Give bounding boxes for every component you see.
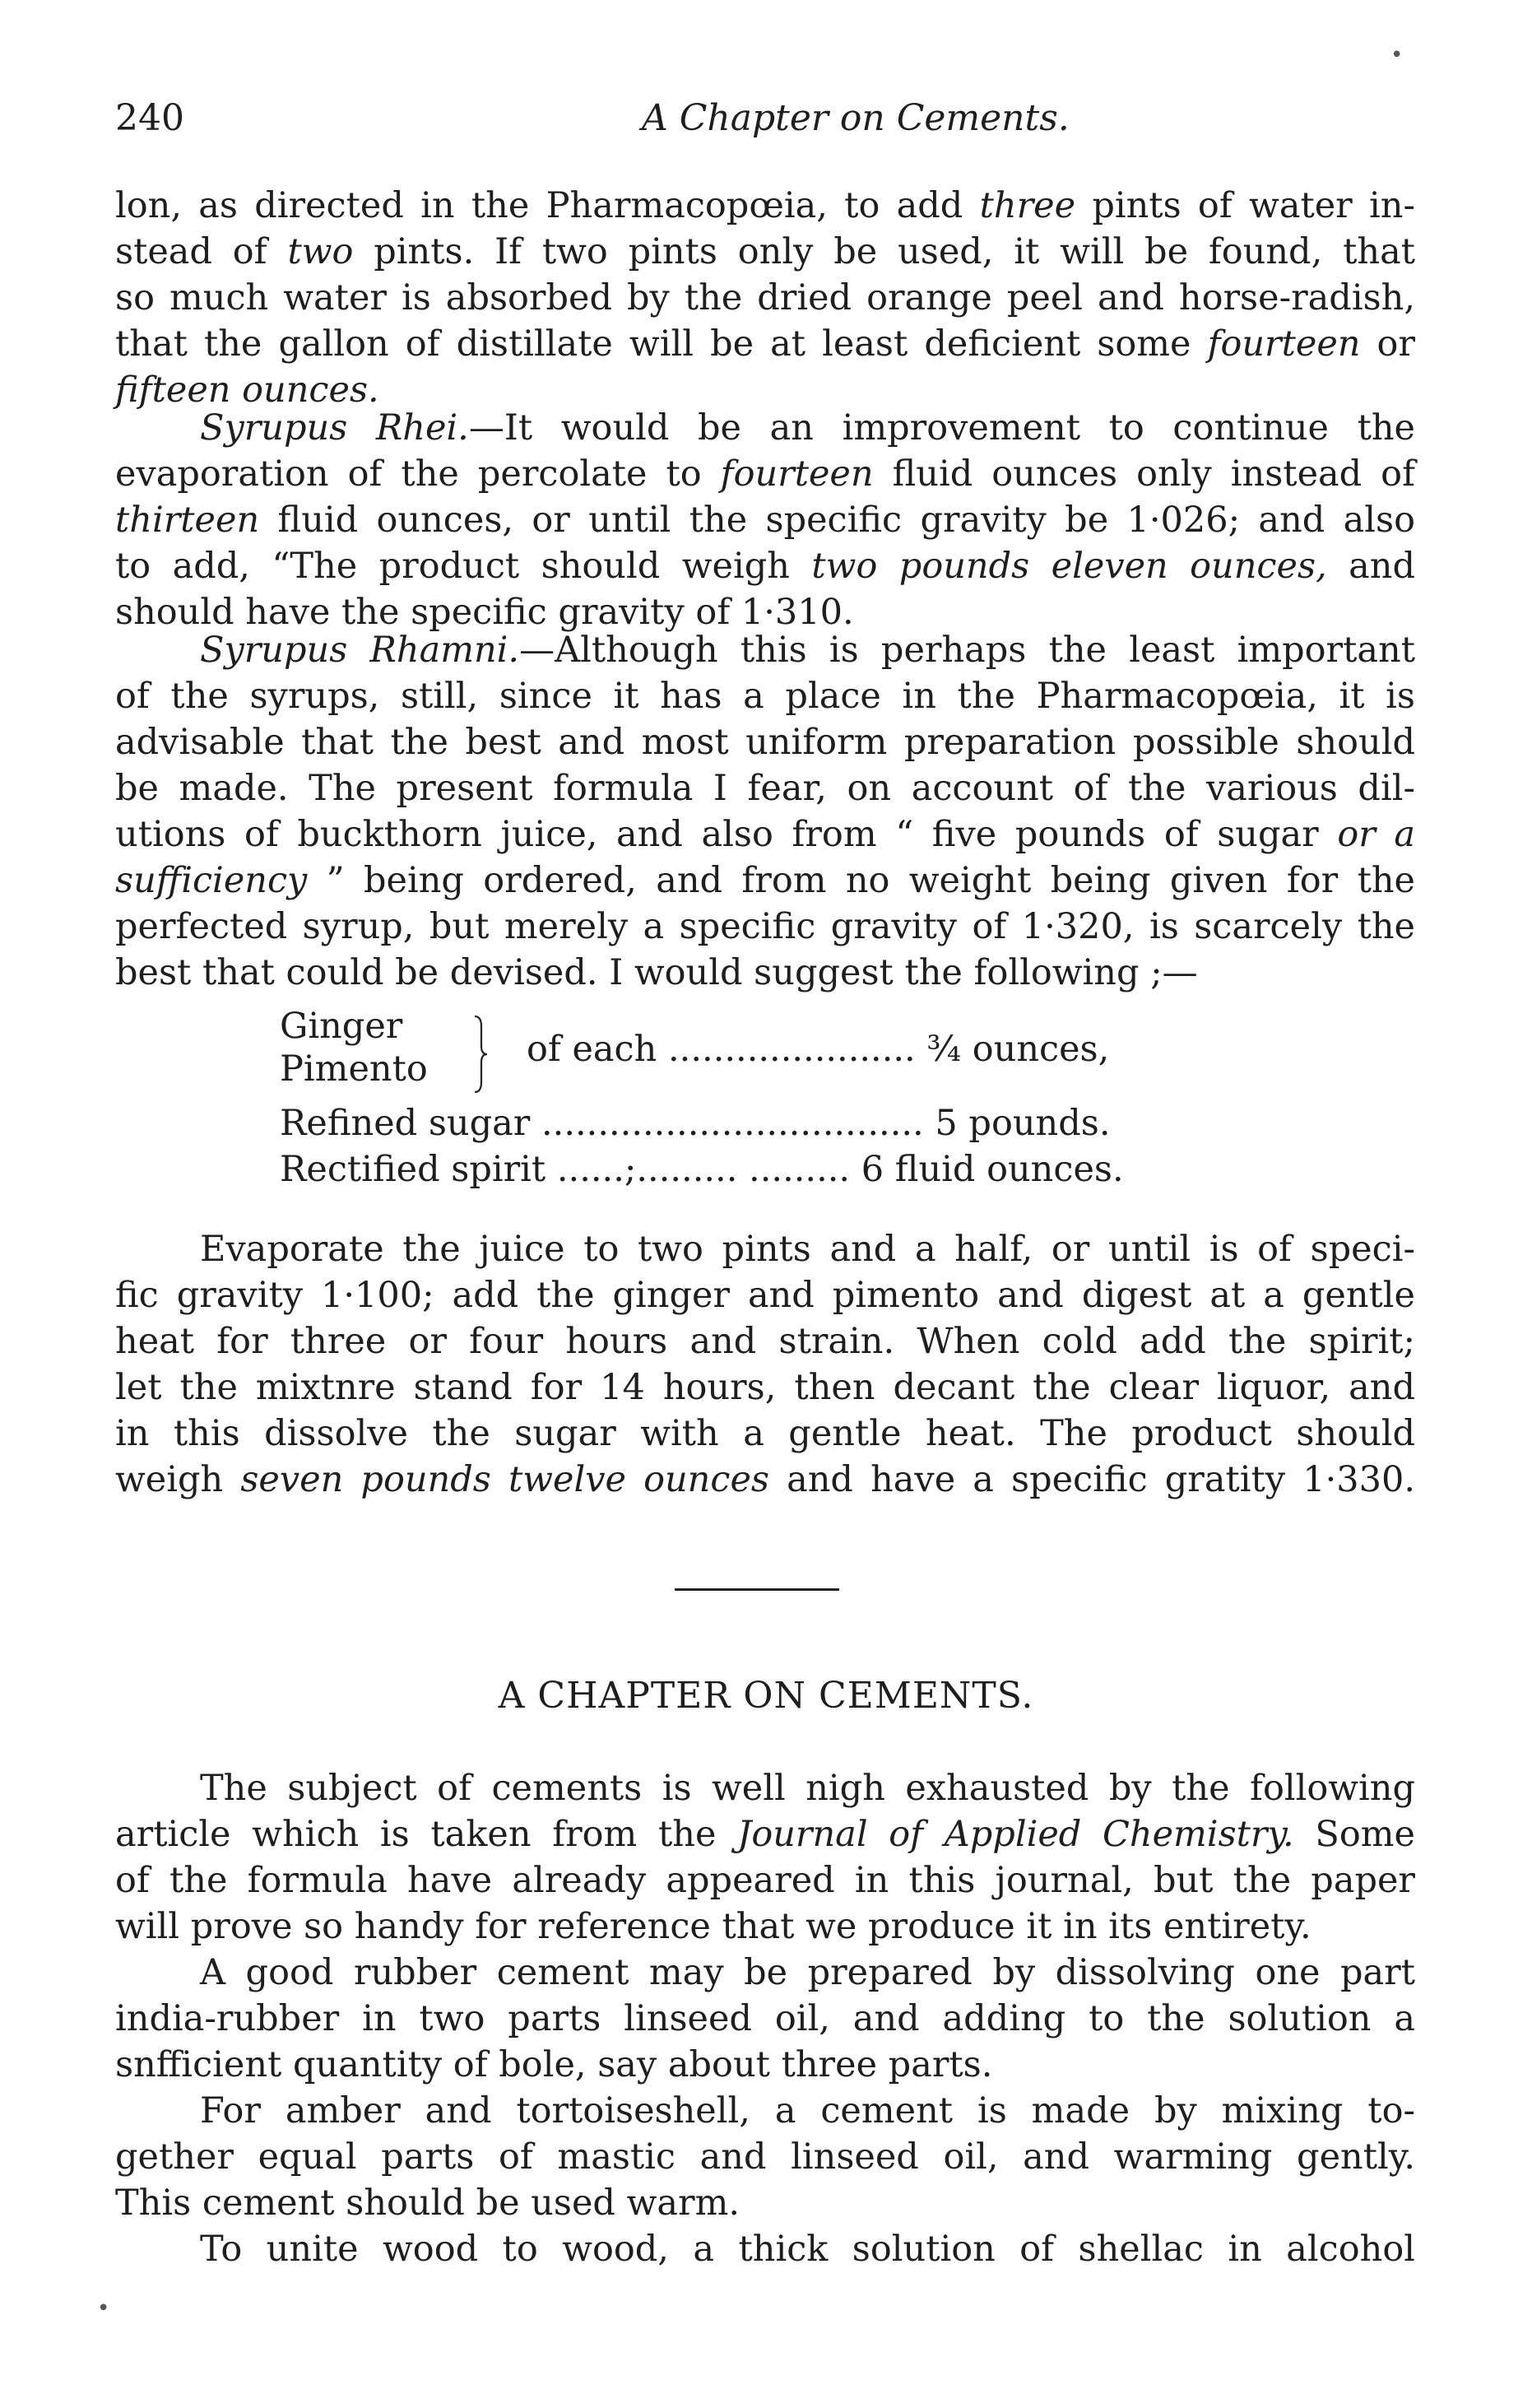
paragraph-syrupus-rhei: Syrupus Rhei.—It would be an improvement to continue the evaporation of the percolate to fourteen fluid ounces only instead of thirteen fluid ounces, or until the specific gravity be 1·026; and also to add, “The product should weigh two pounds eleven ounces, and should have the specific gravity of 1·310.: [115, 407, 1415, 633]
paragraph-orange-peel: lon, as directed in the Pharmacopœia, to add three pints of water in- stead of two pints. If two pints only be used, it will be found, that so much water is absorbed by the dried orange peel and horse-radish, that the gallon of distillate will be at least deficient some fourteen or fifteen ounces.: [115, 185, 1415, 411]
ingredient-spirit: Rectified spirit: [280, 1149, 546, 1190]
recipe-row-spices: [280, 1008, 1325, 1100]
paragraph-cements-intro: The subject of cements is well nigh exhausted by the following article which is taken from the Journal of Applied Chemistry. Some of the formula have already appeared in this journal, but the paper will prove so handy for reference that we produce it in its entirety.: [115, 1768, 1415, 1947]
recipe-each: of each ...................... ¾ ounces,: [527, 1029, 1110, 1070]
running-header: [115, 97, 1415, 155]
paragraph-amber-cement: For amber and tortoiseshell, a cement is made by mixing to- gether equal parts of mastic and linseed oil, and warming gently. This cement should be used warm.: [115, 2090, 1415, 2224]
running-title: A Chapter on Cements.: [642, 97, 1070, 139]
ingredient-pimento: Pimento: [280, 1048, 428, 1090]
page-number: 240: [115, 97, 184, 139]
brace-icon: [473, 1015, 488, 1094]
paragraph-rubber-cement: A good rubber cement may be prepared by dissolving one part india-rubber in two parts linseed oil, and adding to the solution a snfficient quantity of bole, say about three parts.: [115, 1952, 1415, 2085]
section-divider: [675, 1588, 839, 1591]
section-heading: A CHAPTER ON CEMENTS.: [498, 1675, 1034, 1717]
scan-speck: •: [1390, 43, 1404, 67]
ingredient-sugar: Refined sugar: [280, 1103, 531, 1144]
scan-speck: •: [97, 2296, 110, 2321]
recipe-row-sugar: Refined sugar .................................. 5 pounds.: [280, 1103, 1111, 1144]
ingredient-ginger: Ginger: [280, 1006, 403, 1047]
recipe-table: [280, 1008, 1325, 1239]
paragraph-syrupus-rhamni: Syrupus Rhamni.—Although this is perhaps the least important of the syrups, still, since it has a place in the Pharmacopœia, it is advisable that the best and most uniform preparation possible should be made. The present formula I fear, on account of the various dil- utions of buckthorn juice, and also from “ five pounds of sugar or a sufficiency ” being ordered, and from no weight being given for the perfected syrup, but merely a specific gravity of 1·320, is scarcely the best that could be devised. I would suggest the following ;—: [115, 630, 1415, 993]
recipe-row-spirit: Rectified spirit ......;......... ......... 6 fluid ounces.: [280, 1149, 1124, 1190]
paragraph-wood-cement: To unite wood to wood, a thick solution of shellac in alcohol: [200, 2229, 1415, 2270]
paragraph-evaporate: Evaporate the juice to two pints and a half, or until is of speci- fic gravity 1·100; add the ginger and pimento and digest at a gentle heat for three or four hours and strain. When cold add the spirit; let the mixtnre stand for 14 hours, then decant the clear liquor, and in this dissolve the sugar with a gentle heat. The product should weigh seven pounds twelve ounces and have a specific gratity 1·330.: [115, 1229, 1415, 1500]
